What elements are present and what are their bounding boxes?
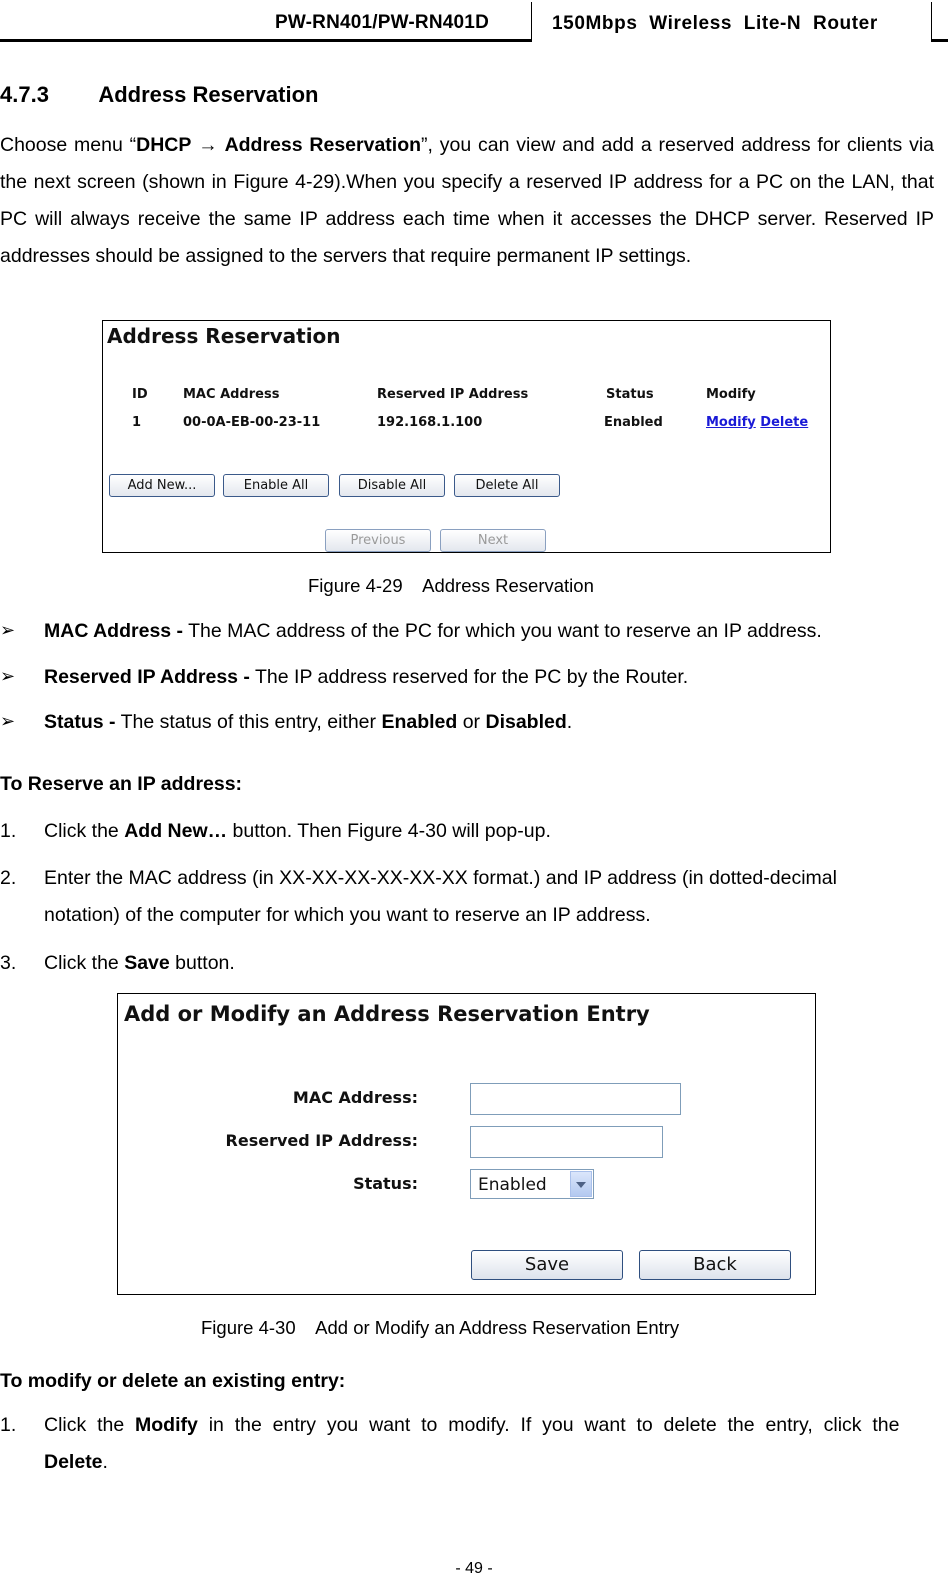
bullet-arrow-icon: ➢ bbox=[0, 666, 16, 686]
figure1-title: Address Reservation bbox=[107, 324, 341, 348]
enable-all-button[interactable]: Enable All bbox=[223, 474, 329, 497]
mac-address-input[interactable] bbox=[470, 1083, 681, 1115]
back-button[interactable]: Back bbox=[639, 1250, 791, 1280]
col-ip: Reserved IP Address bbox=[377, 387, 529, 402]
previous-button[interactable]: Previous bbox=[325, 529, 431, 552]
row-id: 1 bbox=[132, 415, 142, 430]
status-select[interactable] bbox=[470, 1169, 594, 1199]
header-product: 150Mbps Wireless Lite-N Router bbox=[552, 13, 878, 34]
row-actions bbox=[706, 415, 808, 430]
section-number: 4.7.3 bbox=[0, 82, 49, 107]
save-button[interactable]: Save bbox=[471, 1250, 623, 1280]
bullet-arrow-icon: ➢ bbox=[0, 711, 16, 731]
delete-all-button[interactable]: Delete All bbox=[454, 474, 560, 497]
header-model: PW-RN401/PW-RN401D bbox=[275, 12, 489, 33]
col-status: Status bbox=[606, 387, 654, 402]
figure1-caption: Figure 4-29 Address Reservation bbox=[308, 575, 594, 596]
header-product-box bbox=[531, 2, 932, 42]
row-mac: 00-0A-EB-00-23-11 bbox=[183, 415, 321, 430]
delete-link[interactable]: Delete bbox=[760, 415, 809, 430]
figure-address-reservation bbox=[102, 320, 831, 553]
figure2-caption: Figure 4-30 Add or Modify an Address Reservation Entry bbox=[201, 1317, 680, 1338]
reserve-heading: To Reserve an IP address: bbox=[0, 773, 243, 795]
section-title: Address Reservation bbox=[98, 82, 319, 107]
page-number: - 49 - bbox=[455, 1560, 493, 1577]
col-id: ID bbox=[132, 387, 148, 402]
row-ip: 192.168.1.100 bbox=[377, 415, 483, 430]
reserved-ip-input[interactable] bbox=[470, 1126, 663, 1158]
col-modify: Modify bbox=[706, 387, 756, 402]
col-mac: MAC Address bbox=[183, 387, 280, 402]
menu-address-reservation: Address Reservation bbox=[224, 134, 422, 156]
status-label: Status: bbox=[353, 1174, 418, 1193]
next-button[interactable]: Next bbox=[440, 529, 546, 552]
page-header bbox=[0, 0, 948, 44]
modify-link[interactable]: Modify bbox=[706, 415, 756, 430]
bullet-arrow-icon: ➢ bbox=[0, 620, 16, 640]
menu-dhcp: DHCP bbox=[136, 134, 192, 156]
menu-arrow: → bbox=[198, 134, 218, 156]
figure2-title: Add or Modify an Address Reservation Entry bbox=[124, 1002, 650, 1026]
chevron-down-icon[interactable] bbox=[570, 1171, 592, 1197]
reserved-ip-label: Reserved IP Address: bbox=[225, 1131, 418, 1150]
row-status: Enabled bbox=[604, 415, 663, 430]
section-heading bbox=[0, 82, 318, 108]
intro-paragraph: Choose menu “DHCP → Address Reservation”, you can view and add a reserved address for clients via the next screen (shown in Figure 4-29).When you specify a reserved IP address for a PC on the LAN, that PC will always receive the same IP address each time when it accesses the DHCP server. Reserved IP addresses should be assigned to the servers that require permanent IP settings. bbox=[0, 134, 935, 267]
mac-address-label: MAC Address: bbox=[292, 1088, 418, 1107]
disable-all-button[interactable]: Disable All bbox=[339, 474, 445, 497]
status-select-value: Enabled bbox=[478, 1175, 547, 1195]
modify-heading: To modify or delete an existing entry: bbox=[0, 1370, 346, 1392]
add-new-button[interactable]: Add New... bbox=[109, 474, 215, 497]
figure-add-modify-entry bbox=[117, 993, 816, 1295]
